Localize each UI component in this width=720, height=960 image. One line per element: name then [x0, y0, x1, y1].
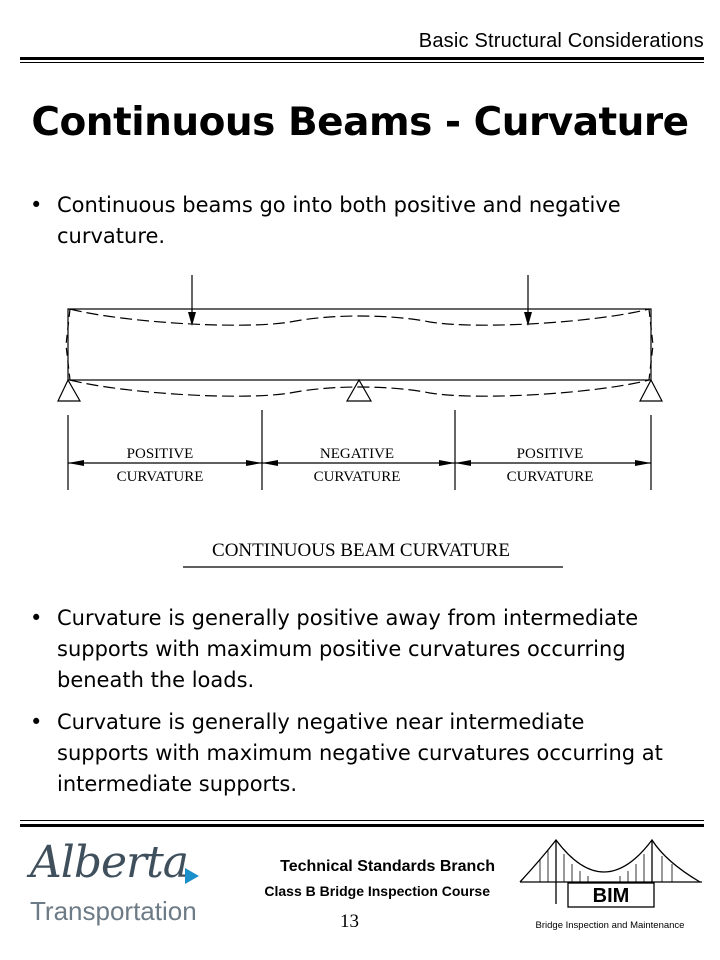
logo-flag-icon: [185, 868, 199, 884]
support-middle: [347, 380, 371, 401]
bullet-item: [30, 603, 680, 696]
bullet-item: [30, 707, 680, 800]
bim-badge-caption: Bridge Inspection and Maintenance: [535, 920, 685, 931]
bullet-list-top: [30, 190, 680, 252]
footer-branch: Technical Standards Branch: [280, 858, 495, 875]
deflected-shape-top: [70, 309, 649, 325]
bullet-text: Curvature is generally negative near intermediate supports with maximum negative curvatures occurring at intermediate supports.: [57, 710, 663, 796]
bullet-list-bottom: [30, 603, 680, 800]
deflected-shape-bottom: [70, 380, 649, 396]
logo-subtitle: Transportation: [30, 896, 197, 926]
span-3-line1: POSITIVE: [516, 446, 584, 462]
header-divider-thin: [20, 62, 704, 63]
span-3-line2: CURVATURE: [506, 469, 594, 485]
span-2-line1: NEGATIVE: [319, 446, 395, 462]
logo-wordmark: Alberta: [30, 837, 188, 888]
support-left: [58, 380, 80, 401]
bullet-text: Continuous beams go into both positive and negative curvature.: [57, 193, 621, 248]
beam: [68, 309, 651, 380]
alberta-transportation-logo: [30, 838, 210, 938]
span-1-line1: POSITIVE: [126, 446, 194, 462]
span-2-line2: CURVATURE: [313, 469, 401, 485]
bim-badge-text: BIM: [592, 885, 630, 907]
section-header-title: Basic Structural Considerations: [418, 30, 704, 52]
bullet-dot: •: [30, 193, 43, 217]
support-right: [640, 380, 662, 401]
footer-divider: [20, 824, 704, 827]
continuous-beam-diagram: [0, 265, 720, 575]
footer-divider-thin: [20, 820, 704, 821]
span-1-line2: CURVATURE: [116, 469, 204, 485]
header-divider: [20, 57, 704, 60]
bullet-item: [30, 190, 680, 252]
bullet-dot: •: [30, 710, 43, 734]
diagram-caption: CONTINUOUS BEAM CURVATURE: [212, 540, 510, 561]
page-title: Continuous Beams - Curvature: [31, 100, 689, 145]
footer-course: Class B Bridge Inspection Course: [264, 883, 490, 899]
bullet-dot: •: [30, 606, 43, 630]
bim-bridge-logo: [512, 834, 708, 919]
page-number: 13: [340, 911, 359, 932]
bullet-text: Curvature is generally positive away from intermediate supports with maximum positive curvatures occurring beneath the loads.: [57, 606, 639, 692]
